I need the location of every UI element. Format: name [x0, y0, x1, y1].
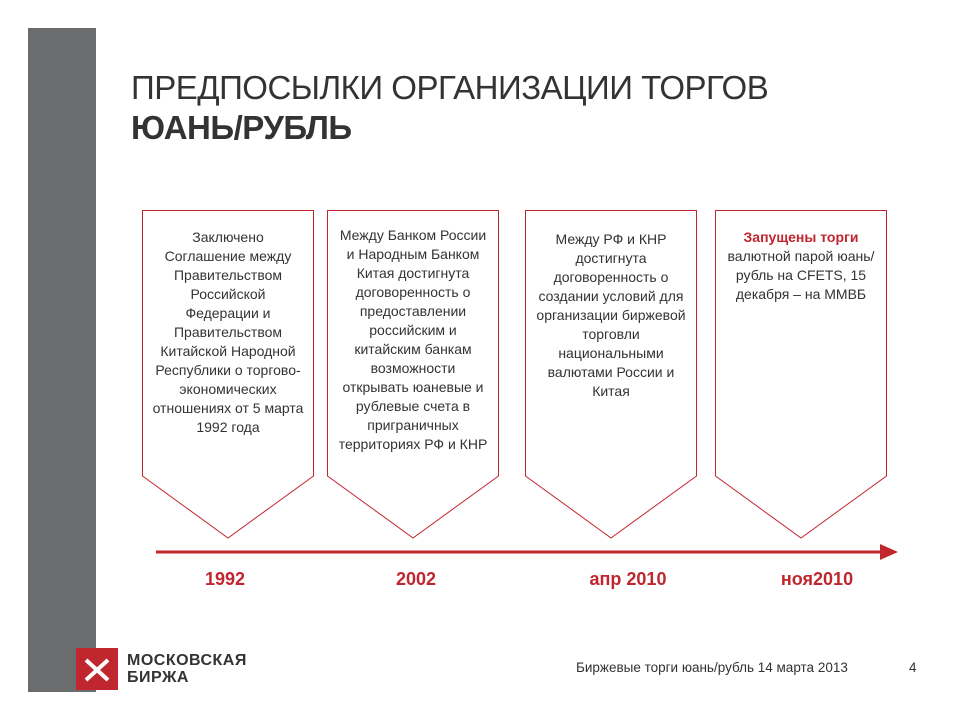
card-4-highlight: Запущены торги [743, 229, 859, 245]
event-card-1992 [142, 210, 314, 540]
card-2-body: Между Банком России и Народным Банком Китая достигнута договоренность о предоставлении российским и китайским банкам возможности открывать юаневые и рублевые счета в приграничных территориях РФ и КНР [338, 227, 488, 452]
event-card-apr-2010 [525, 210, 697, 540]
logo-mark-icon [76, 648, 118, 690]
exchange-logo-icon [76, 648, 118, 690]
title-line-1: ПРЕДПОСЫЛКИ ОРГАНИЗАЦИИ ТОРГОВ [131, 69, 769, 106]
logo-line-1: МОСКОВСКАЯ [127, 652, 247, 669]
title-line-2: ЮАНЬ/РУБЛЬ [131, 109, 352, 146]
card-4-text [725, 228, 877, 304]
page-number: 4 [909, 660, 917, 675]
card-3-text [535, 230, 687, 401]
card-3-body: Между РФ и КНР достигнута договоренность о создании условий для организации биржевой торговли национальными валютами России и Китая [536, 231, 686, 399]
year-label-1: 1992 [204, 569, 246, 589]
year-label-4: ноя2010 [780, 569, 854, 589]
card-1-body: Заключено Соглашение между Правительством Российской Федерации и Правительством Китайской Народной Республики о торгово-экономических отношениях от 5 марта 1992 года [152, 229, 304, 435]
year-label-2: 2002 [395, 569, 437, 589]
exchange-logo-text [127, 652, 247, 686]
slide-title [131, 68, 891, 148]
card-4-body: валютной парой юань/рубль на CFETS, 15 декабря – на ММВБ [727, 248, 875, 302]
card-2-text [337, 226, 489, 454]
logo-line-2: БИРЖА [127, 669, 189, 686]
event-card-2002 [327, 210, 499, 540]
card-1-text [152, 228, 304, 437]
event-card-nov-2010 [715, 210, 887, 540]
footer-caption: Биржевые торги юань/рубль 14 марта 2013 [576, 660, 848, 675]
arrow-head-icon [880, 544, 898, 560]
side-decor-bar [28, 28, 96, 692]
year-label-3: апр 2010 [589, 569, 667, 589]
